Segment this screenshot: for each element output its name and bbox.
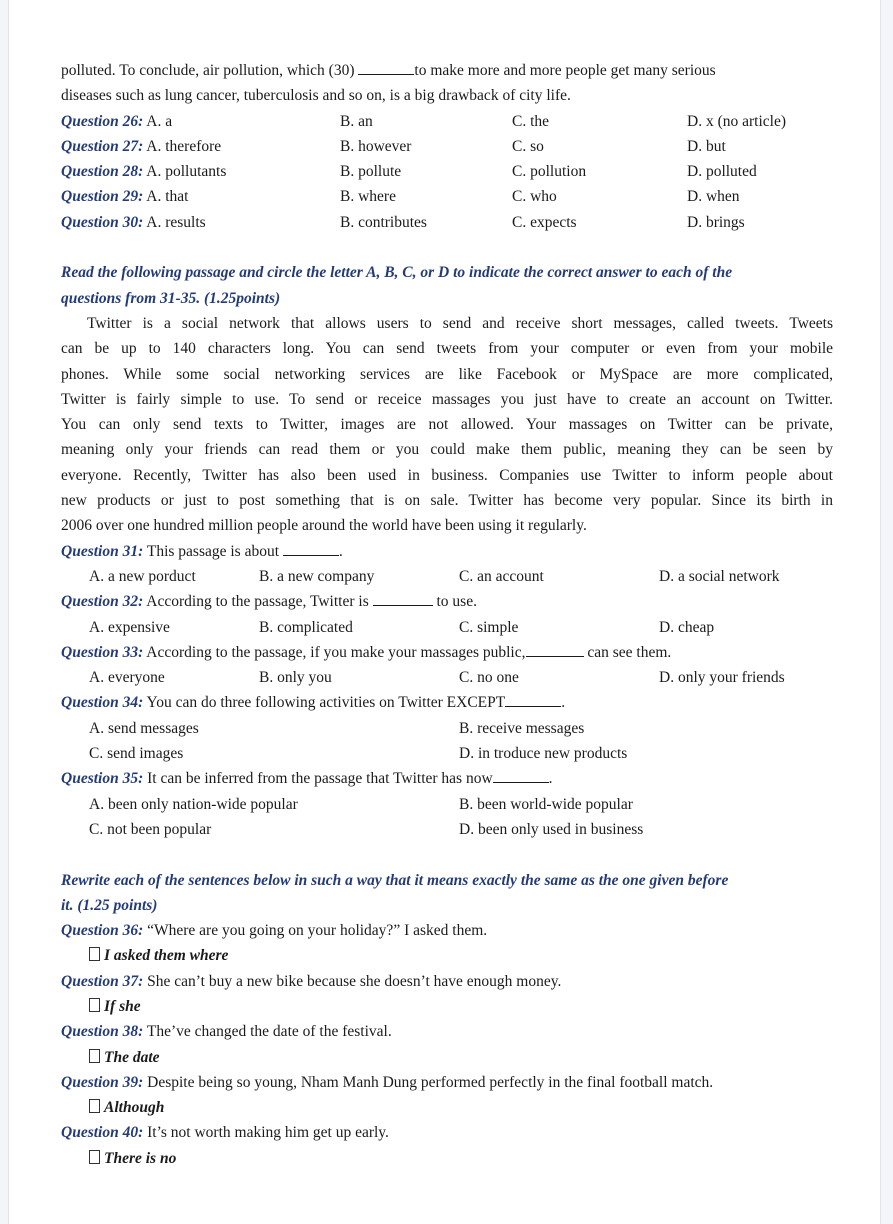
passage-line: Twitter is fairly simple to use. To send or receice massages you just have to create an account on Twitter. (61, 390, 833, 408)
worksheet-content (61, 58, 833, 1171)
rewrite-start: There is no (104, 1149, 177, 1167)
question-text: “Where are you going on your holiday?” I asked them. (143, 922, 488, 940)
option-d[interactable]: D. x (no article) (687, 112, 786, 130)
question-33-options (61, 665, 833, 690)
passage-line: Twitter is a social network that allows users to send and receive short messages, called tweets. Tweets (87, 314, 833, 332)
reading-instruction-1: Read the following passage and circle the letter A, B, C, or D to indicate the correct answer to each of the (61, 264, 733, 282)
question-34-options-ab (61, 716, 833, 741)
question-text: . (338, 542, 343, 560)
option-d[interactable]: D. cheap (659, 618, 715, 636)
passage-line: can be up to 140 characters long. You can send tweets from your computer or even from your mobile (61, 340, 833, 358)
option-a[interactable]: A. send messages (89, 719, 199, 737)
question-35-stem (61, 766, 833, 791)
question-38-answer[interactable] (61, 1045, 833, 1070)
question-33-stem (61, 640, 833, 665)
question-36-answer[interactable] (61, 943, 833, 968)
question-36-stem (61, 918, 833, 943)
option-c[interactable]: C. pollution (512, 163, 587, 181)
question-label: Question 38: (61, 1023, 144, 1041)
question-text: According to the passage, Twitter is (143, 593, 373, 611)
question-32-stem (61, 589, 833, 614)
question-label: Question 30: (61, 213, 144, 231)
question-39-stem (61, 1070, 833, 1095)
rewrite-start: The date (104, 1048, 160, 1066)
question-35-options-ab (61, 792, 833, 817)
question-34-stem (61, 690, 833, 715)
question-text: According to the passage, if you make your massages public, (143, 643, 526, 661)
question-label: Question 37: (61, 972, 144, 990)
option-a[interactable]: A. pollutants (146, 163, 227, 181)
option-b[interactable]: B. an (340, 112, 373, 130)
question-text: She can’t buy a new bike because she doesn’t have enough money. (143, 972, 562, 990)
question-38-stem (61, 1019, 833, 1044)
option-c[interactable]: C. send images (89, 745, 184, 763)
arrow-box-icon (89, 1150, 100, 1164)
option-c[interactable]: C. so (512, 137, 544, 155)
passage-line: meaning only your friends can read them or you could make them public, meaning they can be seen by (61, 441, 833, 459)
question-text: to use. (432, 593, 477, 611)
passage-line: phones. While some social networking services are like Facebook or MySpace are more complicated, (61, 365, 833, 383)
option-c[interactable]: C. who (512, 188, 557, 206)
arrow-box-icon (89, 1049, 100, 1063)
option-d[interactable]: D. been only used in business (459, 820, 644, 838)
answer-blank (526, 642, 584, 657)
question-label: Question 31: (61, 542, 144, 560)
rewrite-start: Although (104, 1099, 165, 1117)
question-label: Question 35: (61, 770, 144, 788)
question-27-row (61, 134, 833, 159)
option-b[interactable]: B. receive messages (459, 719, 585, 737)
question-37-answer[interactable] (61, 994, 833, 1019)
question-35-options-cd (61, 817, 833, 842)
question-28-row (61, 159, 833, 184)
question-32-options (61, 615, 833, 640)
intro-text: to make more and more people get many serious (414, 62, 716, 79)
arrow-box-icon (89, 947, 100, 961)
question-29-row (61, 184, 833, 209)
rewrite-start: I asked them where (104, 947, 229, 965)
answer-blank (373, 591, 433, 606)
option-c[interactable]: C. not been popular (89, 820, 212, 838)
option-c[interactable]: C. the (512, 112, 550, 130)
question-label: Question 26: (61, 112, 144, 130)
option-b[interactable]: B. contributes (340, 213, 427, 231)
passage-line: everyone. Recently, Twitter has also been used in business. Companies use Twitter to inform people about (61, 466, 833, 484)
question-text: . (548, 770, 553, 788)
arrow-box-icon (89, 998, 100, 1012)
option-a[interactable]: A. that (146, 188, 189, 206)
question-text: You can do three following activities on Twitter EXCEPT (143, 694, 506, 712)
question-label: Question 36: (61, 922, 144, 940)
option-b[interactable]: B. only you (259, 669, 332, 687)
question-text: It’s not worth making him get up early. (143, 1124, 389, 1142)
question-31-stem (61, 539, 833, 564)
intro-line-1 (61, 58, 833, 83)
option-b[interactable]: B. been world-wide popular (459, 795, 633, 813)
question-label: Question 28: (61, 163, 144, 181)
question-label: Question 27: (61, 137, 144, 155)
option-d[interactable]: D. a social network (659, 567, 780, 585)
option-d[interactable]: D. only your friends (659, 669, 785, 687)
option-a[interactable]: A. therefore (146, 137, 222, 155)
option-a[interactable]: A. a new porduct (89, 567, 196, 585)
option-a[interactable]: A. a (146, 112, 173, 130)
option-d[interactable]: D. but (687, 137, 726, 155)
intro-line-2: diseases such as lung cancer, tuberculosis and so on, is a big drawback of city life. (61, 87, 571, 105)
question-text: Despite being so young, Nham Manh Dung performed perfectly in the final football match. (143, 1073, 714, 1091)
rewrite-start: If she (104, 997, 141, 1015)
option-b[interactable]: B. however (340, 137, 412, 155)
rewrite-instruction-1: Rewrite each of the sentences below in such a way that it means exactly the same as the one given before (61, 871, 729, 889)
answer-blank (493, 768, 549, 783)
option-d[interactable]: D. brings (687, 213, 745, 231)
passage-line: 2006 over one hundred million people around the world have been using it regularly. (61, 517, 587, 535)
question-40-answer[interactable] (61, 1146, 833, 1171)
option-d[interactable]: D. polluted (687, 163, 757, 181)
question-label: Question 33: (61, 643, 144, 661)
question-text: It can be inferred from the passage that Twitter has now (143, 770, 493, 788)
option-a[interactable]: A. everyone (89, 669, 165, 687)
worksheet-page (8, 0, 881, 1224)
option-b[interactable]: B. pollute (340, 163, 402, 181)
question-31-options (61, 564, 833, 589)
question-26-row (61, 109, 833, 134)
question-label: Question 32: (61, 593, 144, 611)
option-b[interactable]: B. a new company (259, 567, 375, 585)
question-text: This passage is about (143, 542, 280, 560)
option-a[interactable]: A. expensive (89, 618, 170, 636)
option-a[interactable]: A. been only nation-wide popular (89, 795, 298, 813)
question-30-row (61, 210, 833, 235)
arrow-box-icon (89, 1099, 100, 1113)
reading-instruction-2: questions from 31-35. (1.25points) (61, 289, 281, 307)
option-c[interactable]: C. simple (459, 618, 519, 636)
rewrite-instruction-2: it. (1.25 points) (61, 896, 158, 914)
answer-blank (283, 541, 339, 556)
question-text: The’ve changed the date of the festival. (143, 1023, 392, 1041)
passage-line: new products or just to post something that is on sale. Twitter has become very popular. Since its birth in (61, 492, 833, 510)
question-34-options-cd (61, 741, 833, 766)
question-label: Question 29: (61, 188, 144, 206)
option-c[interactable]: C. an account (459, 567, 544, 585)
question-40-stem (61, 1120, 833, 1145)
option-d[interactable]: D. when (687, 188, 740, 206)
option-d[interactable]: D. in troduce new products (459, 745, 628, 763)
option-a[interactable]: A. results (146, 213, 206, 231)
option-b[interactable]: B. complicated (259, 618, 353, 636)
option-c[interactable]: C. expects (512, 213, 577, 231)
option-c[interactable]: C. no one (459, 669, 519, 687)
question-text: . (561, 694, 566, 712)
passage-line: You can only send texts to Twitter, images are not allowed. Your massages on Twitter can be private, (61, 416, 833, 434)
question-label: Question 40: (61, 1124, 144, 1142)
question-label: Question 34: (61, 694, 144, 712)
question-text: can see them. (583, 643, 672, 661)
option-b[interactable]: B. where (340, 188, 396, 206)
intro-text: polluted. To conclude, air pollution, which (30) (61, 62, 359, 79)
answer-blank (505, 692, 561, 707)
answer-blank (358, 60, 414, 75)
question-37-stem (61, 969, 833, 994)
question-label: Question 39: (61, 1073, 144, 1091)
question-39-answer[interactable] (61, 1095, 833, 1120)
